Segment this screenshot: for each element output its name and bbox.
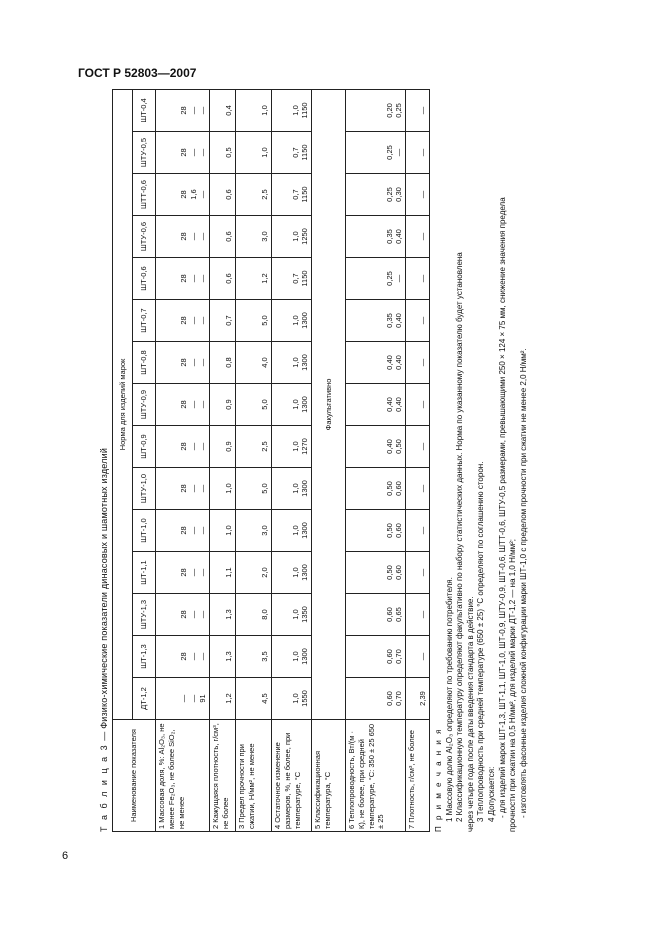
- brand-header: ШТ-0,8: [133, 342, 156, 384]
- value-line: 8,0: [260, 609, 270, 620]
- value-line: 5,0: [260, 399, 270, 410]
- value-cell: [236, 468, 272, 510]
- value-cell: [210, 384, 236, 426]
- value-line: 0,70: [394, 691, 404, 706]
- indicator-cell: 2 Кажущаяся плотность, г/см³, не более: [210, 720, 236, 832]
- value-cell: [156, 510, 210, 552]
- indicator-cell: 6 Теплопроводность, Вт/(м · К), не более, при средней температуре, °С: 350 ± 25 650 ± 25: [346, 720, 406, 832]
- table-caption-text: — Физико-химические показатели динасовых и шамотных изделий: [99, 447, 109, 744]
- value-cell: [156, 384, 210, 426]
- value-cell: [210, 426, 236, 468]
- value-cell: [346, 342, 406, 384]
- value-line: 28: [178, 652, 188, 661]
- value-cell: [210, 132, 236, 174]
- value-line: 0,40: [384, 355, 394, 370]
- note-line: 1 Массовую долю Al₂O₃ определяют по требованию потребителя.: [444, 577, 454, 822]
- value-cell: [406, 216, 430, 258]
- value-line: 0,25: [384, 145, 394, 160]
- value-cell: [272, 174, 312, 216]
- value-line: 1,0: [290, 651, 300, 662]
- value-line: 0,9: [224, 399, 234, 410]
- value-line: 0,50: [384, 481, 394, 496]
- value-line: 3,0: [260, 525, 270, 536]
- value-line: 1,2: [224, 693, 234, 704]
- value-line: —: [188, 358, 198, 367]
- value-cell: [346, 468, 406, 510]
- value-line: —: [188, 316, 198, 325]
- value-line: —: [418, 148, 428, 157]
- brand-header: ШТТ-0,6: [133, 174, 156, 216]
- indicator-cell: 1 Массовая доля, %: Al₂O₃, не менее Fe₂O₃, не более SiO₂, не менее: [156, 720, 210, 832]
- value-line: 1,0: [290, 231, 300, 242]
- value-line: 0,7: [224, 315, 234, 326]
- value-line: —: [198, 652, 208, 661]
- value-cell: [406, 89, 430, 131]
- value-cell: [272, 468, 312, 510]
- value-line: 1,0: [224, 525, 234, 536]
- value-line: 1,0: [290, 357, 300, 368]
- value-line: 28: [178, 442, 188, 451]
- value-line: —: [394, 274, 404, 283]
- notes-title: П р и м е ч а н и я: [434, 727, 443, 832]
- value-line: —: [188, 148, 198, 157]
- value-line: 1,2: [260, 273, 270, 284]
- table-caption-label: Т а б л и ц а 3: [99, 743, 109, 832]
- value-cell: [406, 174, 430, 216]
- value-line: 28: [178, 316, 188, 325]
- value-cell: [346, 510, 406, 552]
- value-line: 0,40: [394, 313, 404, 328]
- note-line: 4 Допускается:: [486, 766, 496, 822]
- value-cell: [236, 174, 272, 216]
- value-line: —: [188, 400, 198, 409]
- value-line: 1150: [300, 102, 310, 119]
- value-line: —: [198, 190, 208, 199]
- value-cell: [210, 594, 236, 636]
- value-line: 2,39: [418, 691, 428, 706]
- value-cell: [346, 636, 406, 678]
- value-line: 1550: [300, 690, 310, 707]
- value-line: —: [188, 652, 198, 661]
- value-line: 1300: [300, 354, 310, 371]
- value-cell: [156, 132, 210, 174]
- value-line: 0,60: [394, 565, 404, 580]
- brand-header: ШТ-0,7: [133, 300, 156, 342]
- value-cell: [236, 426, 272, 468]
- value-cell: [156, 636, 210, 678]
- value-line: 0,7: [290, 189, 300, 200]
- value-cell: [346, 678, 406, 720]
- brand-header: ШТУ-0,9: [133, 384, 156, 426]
- value-cell: [406, 384, 430, 426]
- value-line: 1350: [300, 606, 310, 623]
- brand-header: ШТУ-0,6: [133, 216, 156, 258]
- value-line: 0,40: [394, 355, 404, 370]
- table-row: [236, 89, 272, 831]
- standard-header: ГОСТ Р 52803—2007: [78, 66, 197, 80]
- value-cell: [210, 678, 236, 720]
- brand-header: ДТ-1,2: [133, 678, 156, 720]
- value-cell: [210, 89, 236, 131]
- value-cell: [236, 300, 272, 342]
- value-line: —: [418, 400, 428, 409]
- value-cell: [272, 636, 312, 678]
- value-line: —: [198, 358, 208, 367]
- value-cell: [272, 258, 312, 300]
- brand-header: ШТУ-1,3: [133, 594, 156, 636]
- value-line: —: [418, 526, 428, 535]
- value-line: 0,40: [394, 397, 404, 412]
- value-line: 1300: [300, 648, 310, 665]
- brand-header: ШТ-1,1: [133, 552, 156, 594]
- value-line: 91: [198, 694, 208, 703]
- value-line: 28: [178, 400, 188, 409]
- value-line: 2,5: [260, 441, 270, 452]
- value-line: 0,7: [290, 273, 300, 284]
- value-line: —: [188, 442, 198, 451]
- value-cell: [406, 510, 430, 552]
- value-cell: [156, 174, 210, 216]
- brand-header: ШТ-0,4: [133, 89, 156, 131]
- physchem-table: [112, 89, 430, 832]
- value-cell: [236, 384, 272, 426]
- value-cell: [346, 89, 406, 131]
- value-line: 1150: [300, 270, 310, 287]
- value-line: 28: [178, 274, 188, 283]
- value-line: 0,60: [384, 649, 394, 664]
- brand-header: ШТУ-0,5: [133, 132, 156, 174]
- value-line: 28: [178, 232, 188, 241]
- indicator-cell: 7 Плотность, г/см³, не более: [406, 720, 430, 832]
- value-line: 0,40: [384, 439, 394, 454]
- value-line: 0,6: [224, 189, 234, 200]
- value-line: 1,0: [290, 441, 300, 452]
- value-cell: [236, 510, 272, 552]
- value-line: 0,60: [384, 691, 394, 706]
- value-cell: [406, 552, 430, 594]
- value-line: 0,65: [394, 607, 404, 622]
- value-cell: [210, 468, 236, 510]
- value-line: —: [188, 106, 198, 115]
- value-line: 1,0: [290, 609, 300, 620]
- value-line: —: [198, 148, 208, 157]
- value-cell: [346, 594, 406, 636]
- value-line: 1,1: [224, 567, 234, 578]
- table-row: [406, 89, 430, 831]
- value-line: —: [188, 484, 198, 493]
- value-line: 0,35: [384, 313, 394, 328]
- value-line: 0,5: [224, 147, 234, 158]
- value-line: —: [418, 652, 428, 661]
- column-header-norm: Норма для изделий марок: [113, 89, 133, 719]
- value-line: 3,0: [260, 231, 270, 242]
- value-line: 2,5: [260, 189, 270, 200]
- value-cell: [210, 300, 236, 342]
- value-line: —: [198, 274, 208, 283]
- value-line: 0,20: [384, 103, 394, 118]
- value-cell: [210, 636, 236, 678]
- value-line: 0,60: [394, 481, 404, 496]
- note-line: 2 Классификационную температуру определяют факультативно по набору статистических данных. Норма по указанному показателю будет установлена: [455, 252, 465, 822]
- value-line: 5,0: [260, 483, 270, 494]
- indicator-cell: 3 Предел прочности при сжатии, Н/мм², не менее: [236, 720, 272, 832]
- table-row: [272, 89, 312, 831]
- value-cell: [236, 216, 272, 258]
- value-cell: [156, 426, 210, 468]
- value-cell: [156, 300, 210, 342]
- value-cell: [406, 594, 430, 636]
- value-line: 4,5: [260, 693, 270, 704]
- value-line: —: [188, 568, 198, 577]
- brand-header: ШТУ-1,0: [133, 468, 156, 510]
- value-line: 1150: [300, 186, 310, 203]
- value-line: 1,0: [290, 483, 300, 494]
- note-line: - изготовлять фасонные изделия сложной конфигурации марки ШТ-1,0 с пределом прочности при сжатии не менее 2,0 Н/мм².: [518, 348, 528, 818]
- value-cell: [406, 300, 430, 342]
- table-caption: [96, 90, 112, 832]
- value-line: —: [188, 526, 198, 535]
- value-line: —: [394, 148, 404, 157]
- value-line: 1150: [300, 144, 310, 161]
- value-line: —: [198, 106, 208, 115]
- value-line: 0,25: [394, 103, 404, 118]
- value-line: —: [198, 568, 208, 577]
- value-line: 28: [178, 106, 188, 115]
- value-cell: [156, 342, 210, 384]
- table-row: [210, 89, 236, 831]
- value-line: 0,35: [384, 229, 394, 244]
- facultative-cell: Факультативно: [312, 89, 346, 719]
- value-line: 0,60: [394, 523, 404, 538]
- value-cell: [156, 468, 210, 510]
- brand-header: ШТ-0,6: [133, 258, 156, 300]
- value-line: 1,0: [290, 105, 300, 116]
- value-line: 28: [178, 148, 188, 157]
- value-line: —: [418, 274, 428, 283]
- value-cell: [272, 426, 312, 468]
- value-cell: [272, 342, 312, 384]
- value-line: 1300: [300, 564, 310, 581]
- value-line: 0,50: [384, 565, 394, 580]
- value-cell: [406, 132, 430, 174]
- value-line: 28: [178, 526, 188, 535]
- value-cell: [156, 552, 210, 594]
- value-line: —: [418, 484, 428, 493]
- value-line: 0,50: [394, 439, 404, 454]
- table-row: [346, 89, 406, 831]
- value-line: —: [198, 316, 208, 325]
- value-line: 28: [178, 190, 188, 199]
- value-cell: [346, 258, 406, 300]
- value-line: —: [198, 610, 208, 619]
- value-cell: [156, 216, 210, 258]
- value-cell: [406, 678, 430, 720]
- value-line: 0,25: [384, 271, 394, 286]
- brand-header: ШТ-1,3: [133, 636, 156, 678]
- value-line: 1,6: [188, 189, 198, 200]
- value-line: —: [198, 484, 208, 493]
- value-cell: [272, 89, 312, 131]
- value-line: 0,8: [224, 357, 234, 368]
- note-line: прочности при сжатии на 0,5 Н/мм², для изделий марки ДТ-1,2 — на 1,0 Н/мм²;: [508, 539, 518, 832]
- value-line: 3,5: [260, 651, 270, 662]
- value-line: 1,0: [290, 315, 300, 326]
- table-row: [156, 89, 210, 831]
- value-cell: [156, 89, 210, 131]
- value-cell: [272, 300, 312, 342]
- value-cell: [272, 216, 312, 258]
- value-line: 0,6: [224, 231, 234, 242]
- value-cell: [346, 174, 406, 216]
- column-header-indicator: Наименование показателя: [113, 720, 156, 832]
- value-line: 0,4: [224, 105, 234, 116]
- value-line: —: [198, 232, 208, 241]
- value-line: —: [178, 694, 188, 703]
- value-line: 1250: [300, 228, 310, 245]
- value-cell: [272, 594, 312, 636]
- value-cell: [236, 552, 272, 594]
- value-line: —: [188, 610, 198, 619]
- value-cell: [210, 216, 236, 258]
- value-line: —: [188, 232, 198, 241]
- value-line: 28: [178, 484, 188, 493]
- value-cell: [272, 384, 312, 426]
- value-line: —: [188, 694, 198, 703]
- value-cell: [272, 510, 312, 552]
- brand-header: ШТ-0,9: [133, 426, 156, 468]
- value-cell: [210, 552, 236, 594]
- value-line: 1,3: [224, 651, 234, 662]
- value-cell: [346, 384, 406, 426]
- value-line: —: [418, 568, 428, 577]
- value-line: 4,0: [260, 357, 270, 368]
- value-cell: [236, 89, 272, 131]
- value-line: —: [418, 610, 428, 619]
- table-row: [312, 89, 346, 831]
- value-cell: [156, 258, 210, 300]
- value-line: —: [418, 316, 428, 325]
- value-line: 1300: [300, 522, 310, 539]
- value-cell: [236, 636, 272, 678]
- value-line: 0,9: [224, 441, 234, 452]
- note-line: - для изделий марок ШТ-1,3, ШТ-1,1, ШТ-1,0, ШТ-0,9, ШТУ-0,9, ШТ-0,6, ШТТ-0,6, ШТУ-0,5 размерами, превышающими 250 × 124 × 75 мм, снижение значения предела: [497, 197, 507, 818]
- value-line: —: [188, 274, 198, 283]
- value-cell: [236, 342, 272, 384]
- note-line: через четыре года после даты введения стандарта в действие.: [465, 596, 475, 832]
- value-line: —: [418, 106, 428, 115]
- value-line: 5,0: [260, 315, 270, 326]
- value-line: 1,0: [290, 399, 300, 410]
- rotated-table-block: [96, 90, 596, 832]
- value-cell: [210, 342, 236, 384]
- value-line: 1,0: [290, 525, 300, 536]
- value-line: 0,25: [384, 187, 394, 202]
- value-cell: [236, 132, 272, 174]
- value-cell: [210, 258, 236, 300]
- value-line: 1300: [300, 312, 310, 329]
- value-line: 28: [178, 610, 188, 619]
- value-line: —: [418, 358, 428, 367]
- value-cell: [156, 594, 210, 636]
- value-cell: [406, 426, 430, 468]
- value-line: 1,0: [260, 105, 270, 116]
- value-cell: [272, 678, 312, 720]
- value-line: 1,0: [260, 147, 270, 158]
- value-cell: [346, 300, 406, 342]
- value-line: 0,40: [394, 229, 404, 244]
- value-line: 1,0: [290, 693, 300, 704]
- value-line: 1,3: [224, 609, 234, 620]
- value-cell: [406, 258, 430, 300]
- value-line: 1,0: [224, 483, 234, 494]
- value-line: 0,7: [290, 147, 300, 158]
- value-cell: [346, 552, 406, 594]
- value-line: 28: [178, 358, 188, 367]
- value-cell: [272, 552, 312, 594]
- value-line: 1300: [300, 396, 310, 413]
- value-cell: [236, 258, 272, 300]
- value-line: 28: [178, 568, 188, 577]
- value-line: 1,0: [290, 567, 300, 578]
- value-cell: [236, 678, 272, 720]
- value-cell: [210, 174, 236, 216]
- value-cell: [406, 636, 430, 678]
- value-line: —: [198, 400, 208, 409]
- value-line: —: [418, 190, 428, 199]
- value-line: 0,6: [224, 273, 234, 284]
- value-line: 0,50: [384, 523, 394, 538]
- value-line: —: [198, 526, 208, 535]
- value-line: —: [418, 442, 428, 451]
- notes-section: [434, 90, 529, 832]
- value-line: 1300: [300, 480, 310, 497]
- value-cell: [210, 510, 236, 552]
- value-line: 2,0: [260, 567, 270, 578]
- value-line: —: [198, 442, 208, 451]
- indicator-cell: 4 Остаточное изменение размеров, %, не более, при температуре, °С: [272, 720, 312, 832]
- value-cell: [346, 216, 406, 258]
- value-cell: [406, 342, 430, 384]
- value-cell: [236, 594, 272, 636]
- value-cell: [406, 468, 430, 510]
- value-cell: [346, 132, 406, 174]
- value-line: 1270: [300, 438, 310, 455]
- page-number: 6: [62, 850, 69, 862]
- value-cell: [272, 132, 312, 174]
- value-cell: [156, 678, 210, 720]
- value-line: 0,60: [384, 607, 394, 622]
- indicator-cell: 5 Классификационная температура, °С: [312, 720, 346, 832]
- value-line: 0,30: [394, 187, 404, 202]
- note-line: 3 Теплопроводность при средней температуре (650 ± 25) °С определяют по соглашению сторон.: [476, 461, 486, 822]
- value-line: 0,70: [394, 649, 404, 664]
- value-line: —: [418, 232, 428, 241]
- brand-header: ШТ-1,0: [133, 510, 156, 552]
- value-line: 0,40: [384, 397, 394, 412]
- value-cell: [346, 426, 406, 468]
